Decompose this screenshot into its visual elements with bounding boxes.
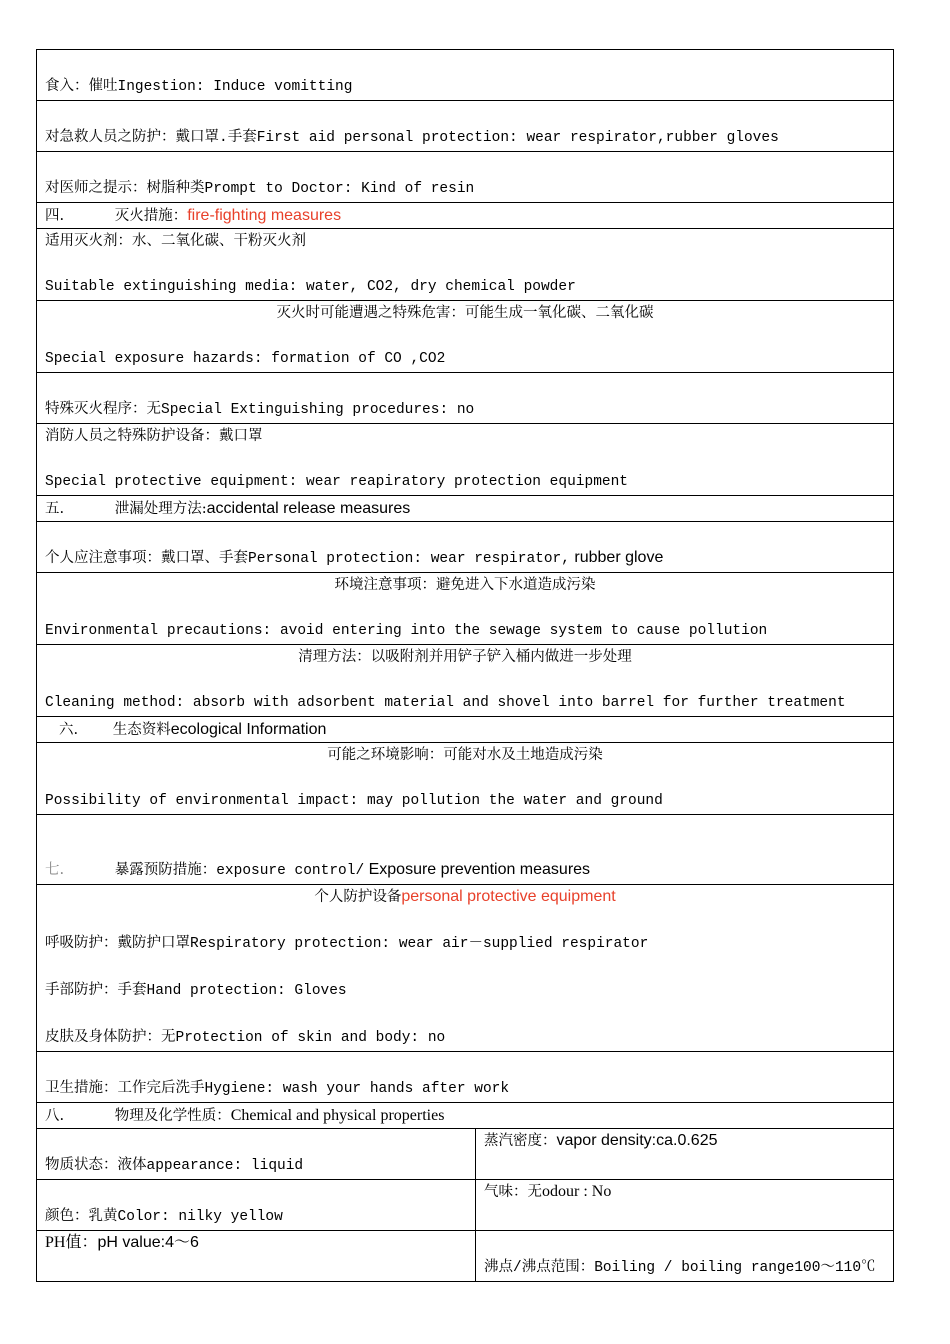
cleaning-method-en: Cleaning method: absorb with adsorbent material and shovel into barrel for further treatment xyxy=(45,695,846,711)
special-hazard-en: Special exposure hazards: formation of CO ,CO2 xyxy=(45,351,446,367)
section-4-title-en: fire-fighting measures xyxy=(187,206,342,224)
respiratory-protection-text: 呼吸防护：戴防护口罩Respiratory protection: wear air－supplied respirator xyxy=(45,936,649,952)
ph-label: PH值： xyxy=(45,1234,98,1251)
vapor-density-label: 蒸汽密度： xyxy=(484,1133,557,1149)
section-5-number: 五. xyxy=(45,500,65,517)
section-6-heading xyxy=(37,717,894,743)
environmental-impact-en: Possibility of environmental impact: may pollution the water and ground xyxy=(45,793,663,809)
environmental-precautions-cn: 环境注意事项：避免进入下水道造成污染 xyxy=(334,577,596,593)
personal-precautions-text: 个人应注意事项：戴口罩、手套Personal protection: wear respirator, xyxy=(45,551,570,567)
hygiene-text: 卫生措施：工作完后洗手Hygiene: wash your hands after work xyxy=(45,1081,510,1097)
section-4-number: 四. xyxy=(45,207,65,224)
odour-value: odour : No xyxy=(542,1183,612,1200)
personal-protective-equipment-row xyxy=(37,885,894,1052)
vapor-density-cell xyxy=(476,1129,894,1180)
color-text: 颜色：乳黄Color: nilky yellow xyxy=(45,1209,283,1225)
special-hazard-row xyxy=(37,301,894,373)
section-7-title-cn: 暴露预防措施：exposure control/ xyxy=(114,863,365,879)
section-5-heading xyxy=(37,496,894,522)
ppe-title-cn: 个人防护设备 xyxy=(314,889,402,905)
color-cell xyxy=(37,1180,476,1231)
boiling-range-cell xyxy=(476,1231,894,1282)
extinguishing-media-row xyxy=(37,229,894,301)
ph-cell xyxy=(37,1231,476,1282)
hand-protection-text: 手部防护：手套Hand protection: Gloves xyxy=(45,983,347,999)
section-7-heading xyxy=(37,815,894,885)
ph-value: pH value:4～6 xyxy=(97,1234,199,1251)
odour-label: 气味：无 xyxy=(484,1184,542,1200)
extinguishing-media-cn: 适用灭火剂：水、二氧化碳、干粉灭火剂 xyxy=(45,233,306,249)
cleaning-method-row xyxy=(37,645,894,717)
section-7-title-en: Exposure prevention measures xyxy=(364,861,591,878)
protective-equipment-cn: 消防人员之特殊防护设备：戴口罩 xyxy=(45,428,263,444)
skin-protection-text: 皮肤及身体防护：无Protection of skin and body: no xyxy=(45,1030,446,1046)
first-aid-protection-row xyxy=(37,101,894,152)
section-4-heading xyxy=(37,203,894,229)
cleaning-method-cn: 清理方法：以吸附剂并用铲子铲入桶内做进一步处理 xyxy=(298,649,632,665)
section-8-title-cn: 物理及化学性质： xyxy=(114,1107,231,1124)
section-8-number: 八. xyxy=(45,1107,65,1124)
section-6-number: 六. xyxy=(59,721,79,738)
prompt-doctor-row xyxy=(37,152,894,203)
personal-precautions-row xyxy=(37,522,894,573)
protective-equipment-row xyxy=(37,424,894,496)
special-procedure-row xyxy=(37,373,894,424)
environmental-precautions-row xyxy=(37,573,894,645)
environmental-impact-row xyxy=(37,743,894,815)
ppe-title-en: personal protective equipment xyxy=(401,888,616,905)
personal-precautions-glove: rubber glove xyxy=(569,549,664,566)
first-aid-protection-text: 对急救人员之防护：戴口罩.手套First aid personal protection: wear respirator,rubber gloves xyxy=(45,130,779,146)
protective-equipment-en: Special protective equipment: wear reapiratory protection equipment xyxy=(45,474,628,490)
section-8-title-en: Chemical and physical properties xyxy=(230,1106,445,1124)
hygiene-row xyxy=(37,1052,894,1103)
odour-cell xyxy=(476,1180,894,1231)
environmental-precautions-en: Environmental precautions: avoid entering into the sewage system to cause pollution xyxy=(45,623,768,639)
vapor-density-value: vapor density:ca.0.625 xyxy=(556,1132,718,1149)
ingestion-row xyxy=(37,50,894,101)
section-7-number: 七. xyxy=(45,862,65,878)
appearance-text: 物质状态：液体appearance: liquid xyxy=(45,1158,304,1174)
ppe-title xyxy=(45,885,885,907)
section-4-title-cn: 灭火措施： xyxy=(114,207,188,224)
section-6-title-en: ecological Information xyxy=(170,720,327,738)
prompt-doctor-text: 对医师之提示：树脂种类Prompt to Doctor: Kind of resin xyxy=(45,181,475,197)
section-5-title-cn: 泄漏处理方法: xyxy=(114,500,207,517)
boiling-range-text: 沸点/沸点范围：Boiling / boiling range100～110℃ xyxy=(484,1260,876,1276)
environmental-impact-cn: 可能之环境影响：可能对水及土地造成污染 xyxy=(327,747,603,763)
extinguishing-media-en: Suitable extinguishing media: water, CO2, dry chemical powder xyxy=(45,279,576,295)
special-procedure-text: 特殊灭火程序：无Special Extinguishing procedures: no xyxy=(45,402,475,418)
special-hazard-cn: 灭火时可能遭遇之特殊危害：可能生成一氧化碳、二氧化碳 xyxy=(276,305,654,321)
msds-document xyxy=(36,49,893,1282)
msds-table xyxy=(36,49,894,1282)
ingestion-text: 食入：催吐Ingestion: Induce vomitting xyxy=(45,79,353,95)
section-8-heading xyxy=(37,1103,894,1129)
appearance-cell xyxy=(37,1129,476,1180)
section-6-title-cn: 生态资料 xyxy=(112,721,171,738)
section-5-title-en: accidental release measures xyxy=(206,499,411,517)
